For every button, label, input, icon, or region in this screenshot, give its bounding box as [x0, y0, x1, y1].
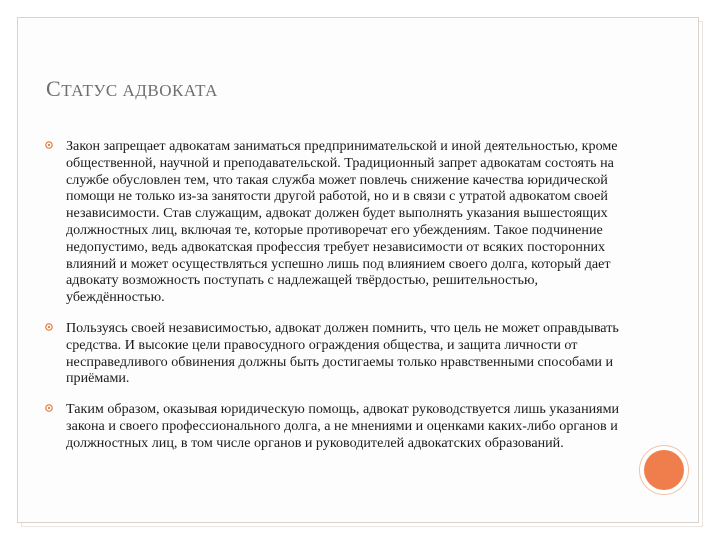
sun-bullet-icon [44, 322, 54, 332]
bullet-item [44, 138, 624, 306]
slide-content [44, 138, 624, 466]
bullet-text: Пользуясь своей независимостью, адвокат должен помнить, что цель не может оправдывать средства. И высокие цели правосудного ограждения общества, и защита личности от несправедливого обвинения должны быть достигаемы только нравственными способами и приёмами. [66, 319, 619, 387]
bullet-text: Закон запрещает адвокатам заниматься предпринимательской и иной деятельностью, кроме общественной, научной и преподавательской. Традиционный запрет адвокатам состоять на службе обусловлен тем, что такая служба может повлечь снижение качества юридической помощи не только из-за занятости другой работой, но и в связи с утратой адвокатом своей независимости. Став служащим, адвокат должен будет выполнять указания вышестоящих должностных лиц, включая те, которые противоречат его убеждениям. Такое подчинение недопустимо, ведь адвокатская профессия требует независимости от всяких посторонних влияний и может осуществляться успешно лишь под влиянием своего долга, который дает адвокату возможность поступать с надлежащей твёрдостью, решительностью, убеждённостью. [66, 138, 618, 306]
bullet-item [44, 401, 624, 451]
bullet-item [44, 320, 624, 387]
slide-title-rest: ТАТУС АДВОКАТА [61, 81, 218, 100]
decorative-orange-circle [644, 450, 684, 490]
slide-title [46, 76, 218, 102]
sun-bullet-icon [44, 403, 54, 413]
bullet-text: Таким образом, оказывая юридическую помощь, адвокат руководствуется лишь указаниями закона и своего профессионального долга, а не мнениями и оценками каких-либо органов и должностных лиц, в том числе органов и руководителей адвокатских образований. [66, 401, 620, 451]
sun-bullet-icon [44, 140, 54, 150]
slide-title-first-letter: С [46, 76, 62, 101]
